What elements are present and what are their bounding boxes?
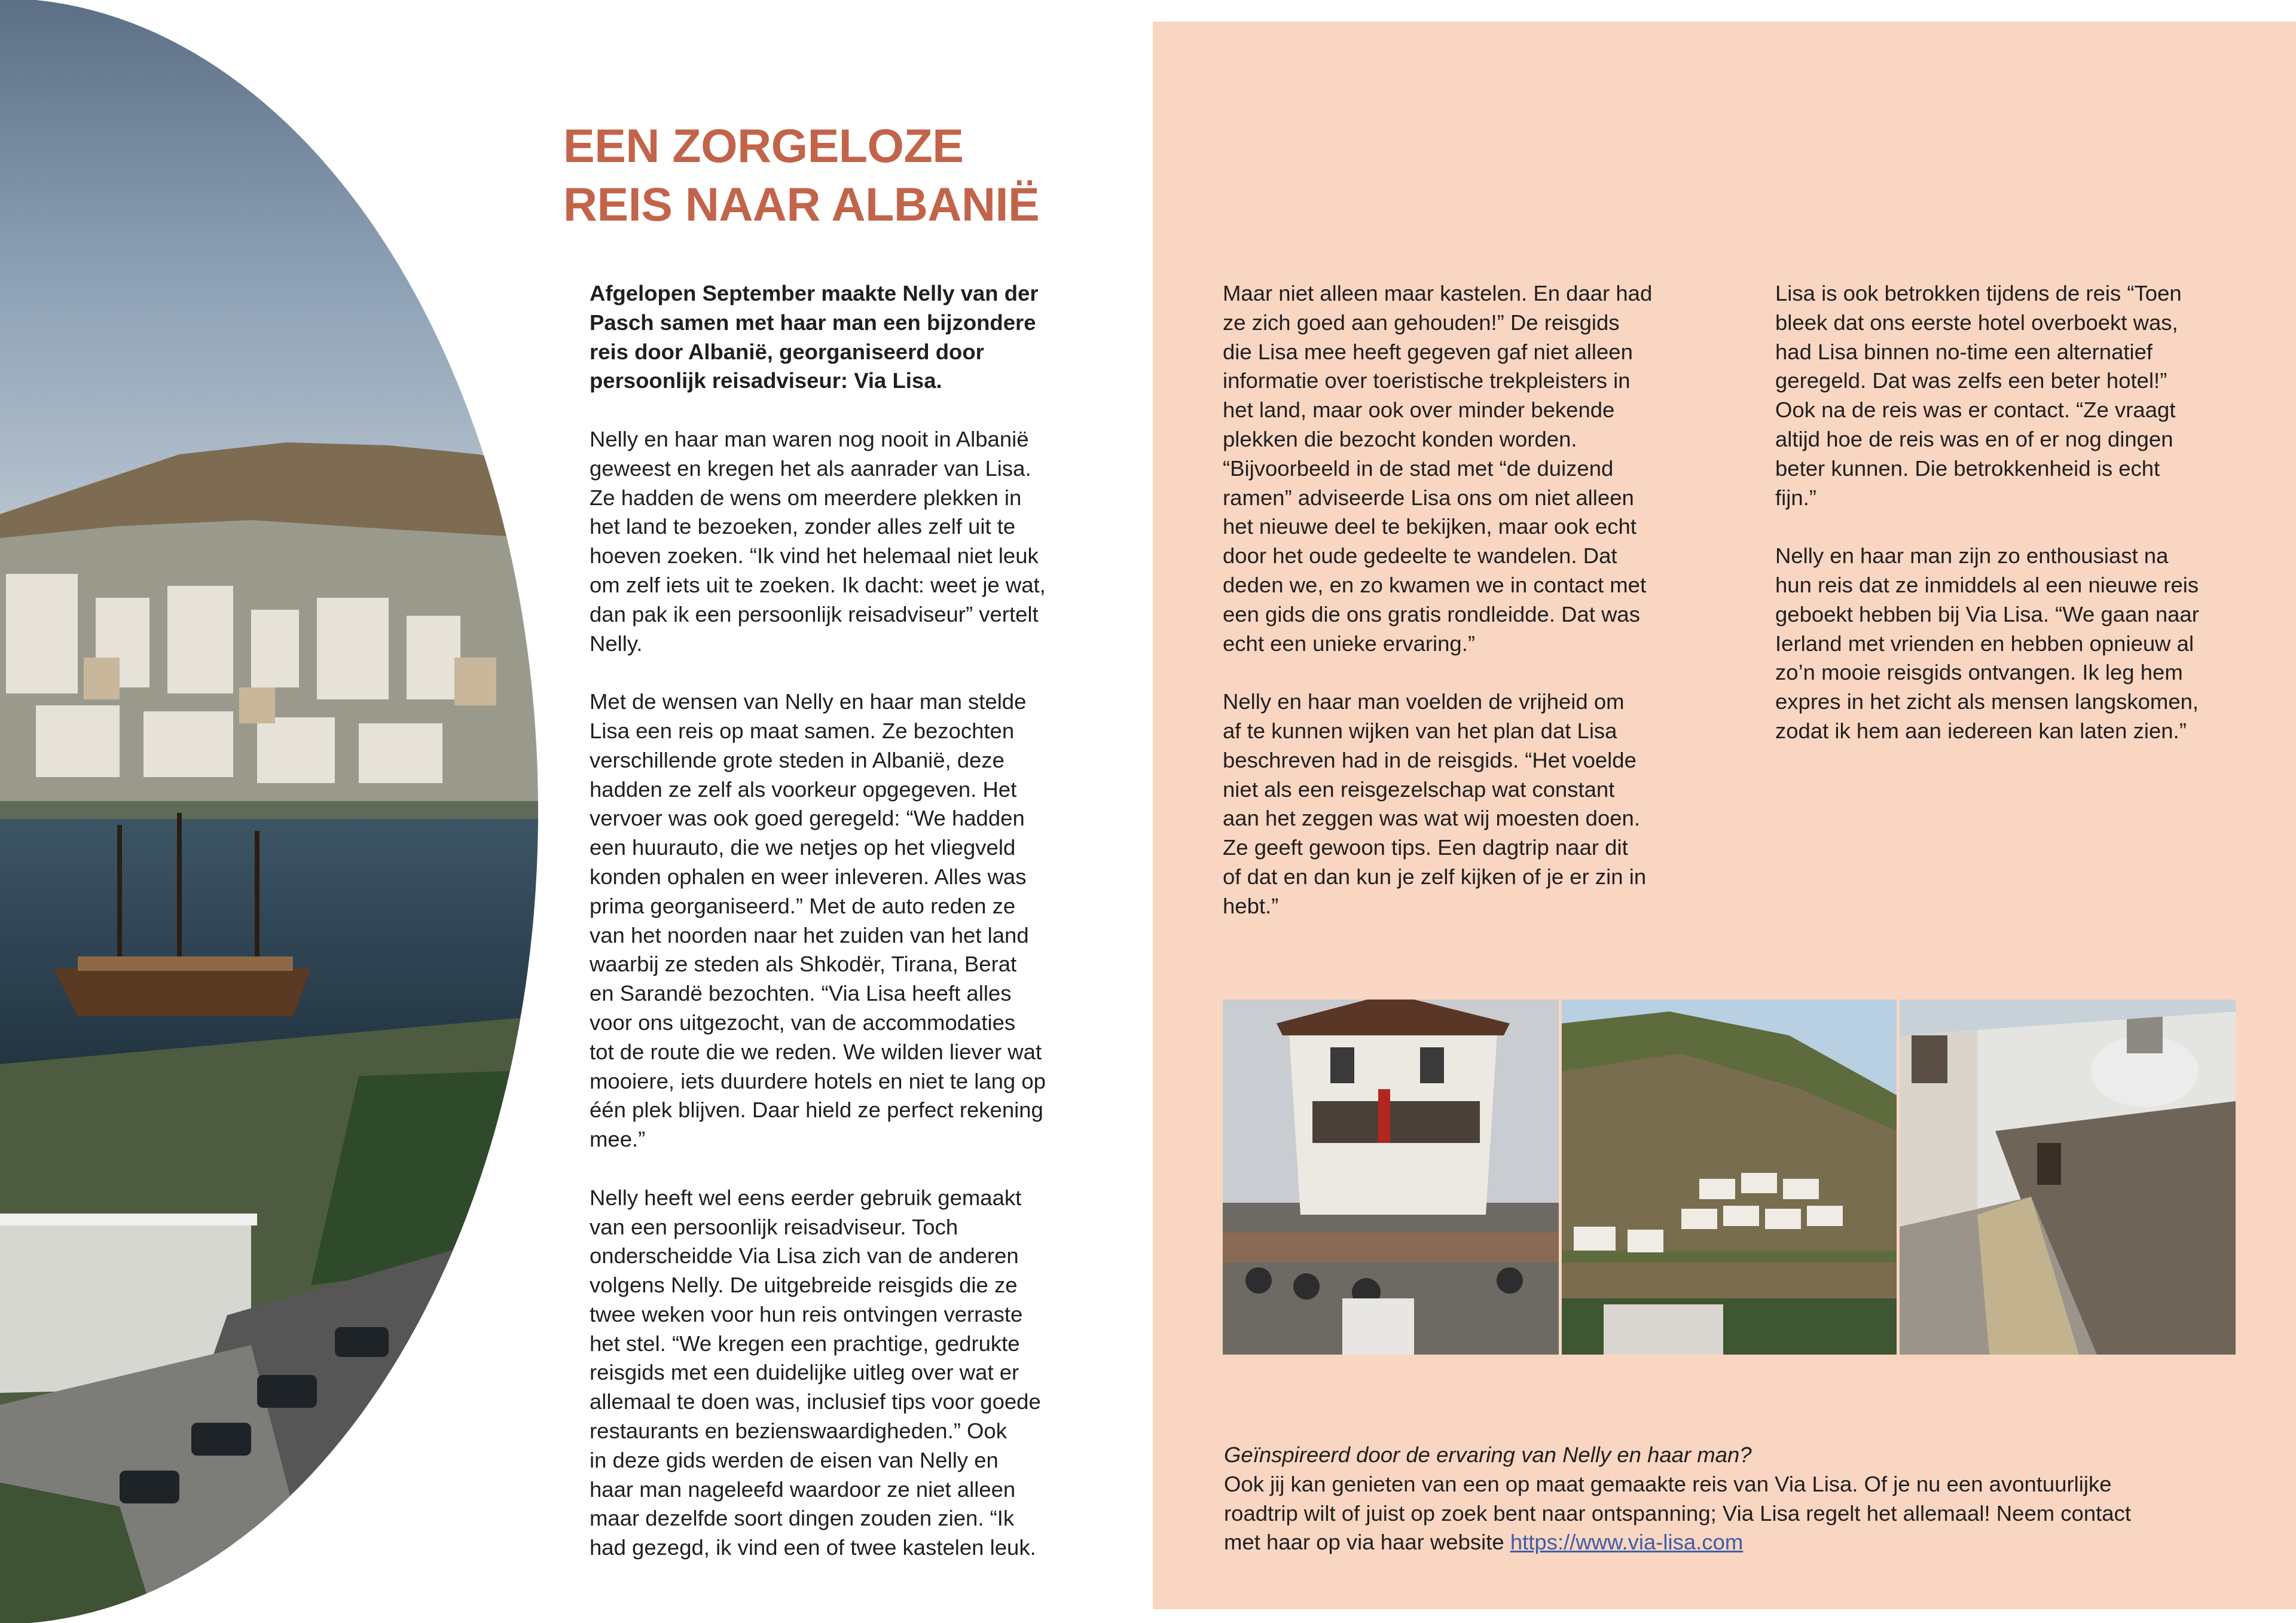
paragraph: Maar niet alleen maar kastelen. En daar had ze zich goed aan gehouden!” De reisgids die Lisa mee heeft gegeven gaf niet alleen informatie over toeristische trekpleisters in het land, maar ook over minder bekende plekken die bezocht konden worden. “Bijvoorbeeld in de stad met “de duizend ramen” adviseerde Lisa ons om niet alleen het nieuwe deel te bekijken, maar ook echt door het oude gedeelte te wandelen. Dat deden we, en zo kwamen we in contact met een gids die ons gratis rondleidde. Dat was echt een unieke ervaring.” [1223, 281, 1653, 656]
paragraph: Nelly en haar man zijn zo enthousiast na hun reis dat ze inmiddels al een nieuwe reis geboekt hebben bij Via Lisa. “We gaan naar Ierland met vrienden en hebben opnieuw al zo’n mooie reisgids ontvangen. Ik leg hem expres in het zicht als mensen langskomen, zodat ik hem aan iedereen kan laten zien.” [1775, 543, 2199, 743]
text-column-3 [1775, 279, 2254, 775]
paragraph: Lisa is ook betrokken tijdens de reis “Toen bleek dat ons eerste hotel overboekt was, had Lisa binnen no-time een alternatief geregeld. Dat was zelfs een beter hotel!” Ook na de reis was er contact. “Ze vraagt altijd hoe de reis was en of er nog dingen beter kunnen. Die betrokkenheid is echt fijn.” [1775, 281, 2182, 510]
title-line-1: EEN ZORGELOZE [563, 119, 964, 172]
website-link[interactable]: https://www.via-lisa.com [1510, 1530, 1744, 1555]
paragraph: Met de wensen van Nelly en haar man stelde Lisa een reis op maat samen. Ze bezochten verschillende grote steden in Albanië, deze hadden ze zelf als voorkeur opgegeven. Het vervoer was ook goed geregeld: “We hadden een huurauto, die we netjes op het vliegveld konden ophalen en weer inleveren. Alles was prima georganiseerd.” Met de auto reden ze van het noorden naar het zuiden van het land waarbij ze steden als Shkodër, Tirana, Berat en Sarandë bezochten. “Via Lisa heeft alles voor ons uitgezocht, van de accommodaties tot de route die we reden. We wilden liever wat mooiere, iets duurdere hotels en niet te lang op één plek blijven. Daar hield ze perfect rekening mee.” [590, 689, 1046, 1152]
text-column-2 [1223, 279, 1701, 950]
title-line-2: REIS NAAR ALBANIË [563, 178, 1040, 231]
footer-body: Ook jij kan genieten van een op maat gemaakte reis van Via Lisa. Of je nu een avontuurlijke roadtrip wilt of juist op zoek bent naar ontspanning; Via Lisa regelt het allemaal! Neem contact met haar op via haar website [1224, 1471, 2131, 1555]
photo-gallery [1223, 1000, 2236, 1355]
paragraph: Nelly en haar man voelden de vrijheid om af te kunnen wijken van het plan dat Lisa beschreven had in de reisgids. “Het voelde niet als een reisgezelschap wat constant aan het zeggen was wat wij moesten doen. Ze geeft gewoon tips. Een dagtrip naar dit of dat en dan kun je zelf kijken of je er zin in hebt.” [1223, 689, 1647, 918]
photo-berat-hillside [1562, 1000, 1897, 1355]
photo-cobbled-alley [1900, 1000, 2236, 1355]
paragraph: Nelly heeft wel eens eerder gebruik gemaakt van een persoonlijk reisadviseur. Toch onderscheidde Via Lisa zich van de anderen volgens Nelly. De uitgebreide reisgids die ze twee weken voor hun reis ontvingen verraste het stel. “We kregen een prachtige, gedrukte reisgids met een duidelijke uitleg over wat er allemaal te doen was, inclusief tips voor goede restaurants en bezienswaardigheden.” Ook in deze gids werden de eisen van Nelly en haar man nageleefd waardoor ze niet alleen maar dezelfde soort dingen zouden zien. “Ik had gezegd, ik vind een of twee kastelen leuk. [590, 1185, 1041, 1560]
footer-question: Geïnspireerd door de ervaring van Nelly en haar man? [1224, 1442, 1752, 1467]
harbour-photo [0, 0, 538, 1623]
harbour-illustration [0, 0, 538, 1623]
lead-paragraph: Afgelopen September maakte Nelly van der Pasch samen met haar man een bijzondere reis door Albanië, georganiseerd door persoonlijk reisadviseur: Via Lisa. [590, 281, 1039, 393]
paragraph: Nelly en haar man waren nog nooit in Albanië geweest en kregen het als aanrader van Lisa. Ze hadden de wens om meerdere plekken in het land te bezoeken, zonder alles zelf uit te hoeven zoeken. “Ik vind het helemaal niet leuk om zelf iets uit te zoeken. Ik dacht: weet je wat, dan pak ik een persoonlijk reisadviseur” vertelt Nelly. [590, 426, 1046, 656]
photo-old-town-house [1223, 1000, 1559, 1355]
article-title [563, 117, 1101, 234]
call-to-action [1224, 1441, 2252, 1557]
text-column-1 [590, 279, 1092, 1592]
